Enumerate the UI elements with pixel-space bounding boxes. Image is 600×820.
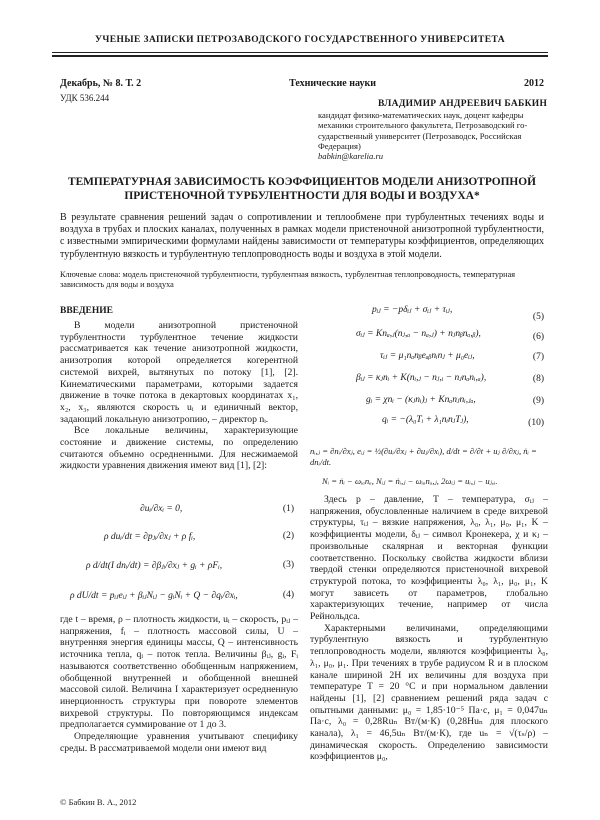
equation-number: (3) xyxy=(282,560,294,570)
equation-row xyxy=(310,408,548,432)
equation-number: (10) xyxy=(528,418,544,428)
equation-row xyxy=(60,498,298,524)
equation: σᵢⱼ = Knₐ,ⱼ(nⱼ,ₐ − nₐ,ⱼ) + nⱼnᵦnₐ,ᵦ), xyxy=(356,329,481,339)
equation-number: (8) xyxy=(532,374,544,384)
equation: ∂uᵢ/∂xᵢ = 0, xyxy=(140,504,183,514)
equation-row xyxy=(310,364,548,386)
equation-number: (6) xyxy=(532,332,544,342)
author-info xyxy=(318,110,548,161)
equation: pᵢⱼ = −pδᵢⱼ + σᵢⱼ + τᵢⱼ, xyxy=(372,305,453,315)
equation-row xyxy=(310,342,548,364)
equation: gᵢ = χnᵢ − (κⱼnᵢ)ⱼ + Knₐnⱼnᵢ,ⱼₐ, xyxy=(366,395,476,405)
author-email[interactable]: babkin@karelia.ru xyxy=(318,151,384,162)
copyright: © Бабкин В. А., 2012 xyxy=(60,797,137,807)
issue-row xyxy=(60,78,544,89)
equation: τᵢⱼ = μ₁nₐnᵦeₐᵦnᵢnⱼ + μ₀eᵢⱼ, xyxy=(380,351,475,361)
equation-row xyxy=(60,524,298,552)
equation: ρ dU/dt = pᵢⱼeᵢⱼ + βᵢⱼNᵢⱼ − gᵢNᵢ + Q − ∂qᵢ/∂xᵢ, xyxy=(70,591,238,601)
paragraph: Характерными величинами, определяющими турбулентную вязкость и турбулентную теплопроводность модели, являются коэффициенты λ₀, λ₁, μ₀, μ₁. При течениях в трубе радиусом R и в плоском канале шириной 2H их величины для воздуха при температуре T = 20 °C и при нормальном давлении найдены [1], [2] сравнением решений ряда задач с опытными данными: μ₀ = 1,85·10⁻⁵ Па·с, μ₁ = 0,047uₙ Па·с, λ₀ = 0,28Ruₙ Вт/(м·К) (0,28Huₙ для плоского канала), λ₁ = 46,5uₙ Вт/(м·К), где uₙ = √(τₛ/ρ) – динамическая скорость. Определению зависимости коэффициентов μ₀, xyxy=(310,622,548,763)
equation-row xyxy=(310,386,548,408)
equation: βᵢⱼ = κⱼnᵢ + K(nᵢ,ⱼ − nⱼ,ᵢ − nⱼnₐnᵢ,ₐ), xyxy=(356,373,487,383)
header-rule-thick xyxy=(52,55,548,57)
author-info-line: кандидат физико-математических наук, доцент кафедры xyxy=(318,110,524,120)
author-info-line: Федерация) xyxy=(318,140,361,151)
paragraph: где t – время, ρ – плотность жидкости, uᵢ – скорость, pᵢⱼ – напряжения, fᵢ – плотность массовой силы, U – внутренняя энергия единицы массы, Q – интенсивность источника тепла, qᵢ – поток тепла. Величины βᵢⱼ, gᵢ, Fᵢ называются соответственно обобщенным напряжением, обобщенной внутренней и обобщенной внешней массовой силой. Величина I характеризует осредненную инерционность структуры при повороте элементов вихревой структуры. По повторяющимся индексам предполагается суммирование от 1 до 3. xyxy=(60,614,298,731)
col1-intro xyxy=(60,320,298,472)
equation-number: (4) xyxy=(282,590,294,600)
col2-equations xyxy=(310,300,548,432)
section-heading: ВВЕДЕНИЕ xyxy=(60,306,113,316)
equation-row xyxy=(310,320,548,342)
issue-label: Декабрь, № 8. Т. 2 xyxy=(60,78,142,89)
equation-row xyxy=(310,300,548,320)
col1-after xyxy=(60,614,298,754)
equation-row xyxy=(60,582,298,612)
definitions-line: Nᵢ = ṅᵢ − ωᵢₐnₐ, Nᵢⱼ = ṅᵢ,ⱼ − ωᵢₐnₐ,ⱼ, 2ωᵢⱼ = uᵢ,ⱼ − uⱼ,ᵢ. xyxy=(322,476,498,486)
equation-number: (1) xyxy=(282,504,294,514)
section-label: Технические науки xyxy=(289,78,377,89)
equation: ρ d/dt(I dnᵢ/dt) = ∂βⱼᵢ/∂xⱼ + gᵢ + ρFᵢ, xyxy=(86,561,223,571)
udc-code: УДК 536.244 xyxy=(60,93,110,103)
equation-number: (9) xyxy=(532,396,544,406)
equation-row xyxy=(60,552,298,582)
abstract: В результате сравнения решений задач о сопротивлении и теплообмене при турбулентных течениях воды и воздуха в трубах и плоских каналах, полученных в рамках модели пристеночной анизотропной турбулентности, с известными эмпирическими формулами найдены зависимости от температуры коэффициентов, определяющих турбулентную вязкость и турбулентную теплопроводность воды и воздуха в этой модели. xyxy=(60,212,544,260)
equation-number: (2) xyxy=(282,531,294,541)
title-line: ТЕМПЕРАТУРНАЯ ЗАВИСИМОСТЬ КОЭФФИЦИЕНТОВ МОДЕЛИ АНИЗОТРОПНОЙ xyxy=(67,176,537,188)
title-line: ПРИСТЕНОЧНОЙ ТУРБУЛЕНТНОСТИ ДЛЯ ВОДЫ И ВОЗДУХА* xyxy=(124,189,480,202)
author-info-line: механики строительного факультета, Петрозаводский го- xyxy=(318,120,528,131)
paragraph: Определяющие уравнения учитывают специфику среды. В рассматриваемой модели они имеют вид xyxy=(60,731,298,754)
author-info-line: сударственный университет (Петрозаводск, Российская xyxy=(318,130,522,141)
year-label: 2012 xyxy=(524,78,544,89)
col2-text xyxy=(310,494,548,763)
article-title xyxy=(60,176,544,203)
equation-number: (5) xyxy=(532,312,544,322)
equation: ρ duᵢ/dt = ∂pⱼᵢ/∂xⱼ + ρ fᵢ, xyxy=(104,532,196,542)
author-name: ВЛАДИМИР АНДРЕЕВИЧ БАБКИН xyxy=(378,99,548,109)
paragraph: Все локальные величины, характеризующие состояние и движение системы, по определению считаются объемно осредненными. Для несжимаемой жидкости уравнения движения имеют вид [1], [2]: xyxy=(60,425,298,472)
paragraph: В модели анизотропной пристеночной турбулентности турбулентное течение жидкости рассматривается как течение анизотропной жидкости, анизотропия которой определяется когерентной системой вихрей, вытянутых по потоку [1], [2]. Кинематическими параметрами, которыми задается движение в точке потока в декартовых координатах x₁, x₂, x₃, являются скорость uᵢ и единичный вектор, задающий локальную анизотропию, – директор nᵢ. xyxy=(60,320,298,425)
keywords: Ключевые слова: модель пристеночной турбулентности, турбулентная вязкость, турбулентная теплопроводность, температурная зависимость для воды и воздуха xyxy=(60,270,516,289)
equation-number: (7) xyxy=(532,352,544,362)
col1-equations xyxy=(60,498,298,612)
paragraph: Здесь p – давление, T – температура, σᵢⱼ – напряжения, обусловленные наличием в среде вихревой структуры, τᵢⱼ – вязкие напряжения, λ₀, λ₁, μ₀, μ₁, K – коэффициенты модели, δᵢⱼ – символ Кронекера, χ и κⱼ – произвольные скалярная и векторная функции соответственно. Поскольку свойства жидкости вблизи твердой стенки определяются пристеночной вихревой структурой потока, то коэффициенты λ₀, λ₁, μ₀, μ₁, K могут зависеть от параметров, глобально характеризующих течение, например от числа Рейнольдса. xyxy=(310,494,548,623)
definitions-line: nᵢ,ⱼ = ∂nᵢ/∂xⱼ, eᵢⱼ = ½(∂uᵢ/∂xⱼ + ∂uⱼ/∂xᵢ), d/dt = ∂/∂t + uⱼ ∂/∂xⱼ, ṅᵢ = dnᵢ/dt. xyxy=(310,446,537,467)
journal-title: УЧЕНЫЕ ЗАПИСКИ ПЕТРОЗАВОДСКОГО ГОСУДАРСТВЕННОГО УНИВЕРСИТЕТА xyxy=(95,35,505,45)
equation: qᵢ = −(λ₀Tᵢ + λ₁nᵢnⱼTⱼ), xyxy=(382,415,469,425)
header-rule xyxy=(52,52,548,53)
